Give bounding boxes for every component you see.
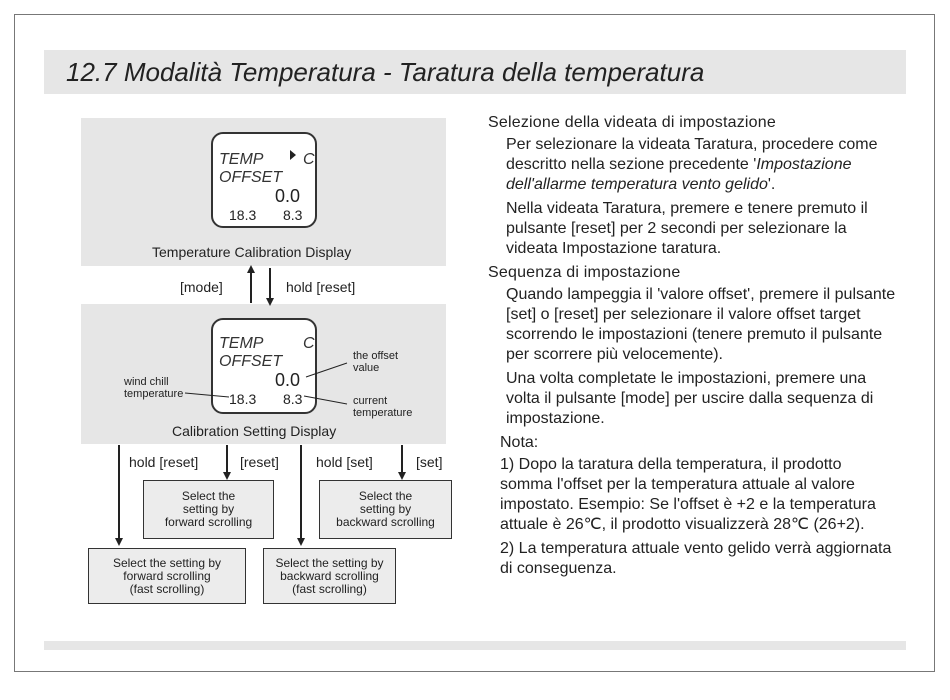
- offset-value-annotation: the offset value: [353, 350, 399, 374]
- forward-scroll-box: Select the setting by forward scrolling: [143, 480, 274, 539]
- reset-button-label: [reset]: [240, 454, 279, 470]
- backward-scroll-box: Select the setting by backward scrolling: [319, 480, 452, 539]
- lcd-offset-label: OFFSET: [219, 169, 283, 186]
- hold-set-button-label: hold [set]: [316, 454, 373, 470]
- lcd-value-right: 8.3: [283, 207, 303, 223]
- lcd-offset-value: 0.0: [275, 186, 301, 206]
- paragraph: Nella videata Taratura, premere e tenere premuto il pulsante [reset] per 2 secondi per selezionare la videata Impostazione taratura.: [506, 200, 868, 257]
- note-item: 1) Dopo la taratura della temperatura, il prodotto somma l'offset per la temperatura attuale al valore impostato. Esempio: Se l'offset è +2 e la temperatura attuale è 26℃, il prodotto visualizzerà 28℃ (26+2).: [500, 456, 876, 533]
- lcd-value-left: 18.3: [229, 207, 257, 223]
- mode-label: [mode]: [180, 279, 223, 295]
- lcd1-arrow-glyph: [290, 150, 296, 160]
- lcd-value-right: 8.3: [283, 391, 303, 407]
- lcd-temp-label: TEMP: [219, 151, 264, 168]
- set-button-label: [set]: [416, 454, 443, 470]
- paragraph: Per selezionare la videata Taratura, procedere come descritto nella sezione precedente 'Impostazione dell'allarme temperatura vento gelido'.: [506, 136, 878, 193]
- lcd-unit: C: [303, 151, 315, 168]
- note-heading: Nota:: [500, 434, 539, 451]
- display-caption: Temperature Calibration Display: [152, 244, 352, 260]
- wind-chill-leader: [185, 393, 229, 397]
- lcd-offset-value: 0.0: [275, 370, 301, 390]
- lcd-unit: C: [303, 335, 315, 352]
- page-title: 12.7 Modalità Temperatura - Taratura della temperatura: [66, 57, 705, 87]
- section-heading: Sequenza di impostazione: [488, 264, 681, 281]
- bottom-bar: [44, 641, 906, 650]
- section-heading: Selezione della videata di impostazione: [488, 114, 776, 131]
- note-item: 2) La temperatura attuale vento gelido verrà aggiornata di conseguenza.: [500, 540, 892, 577]
- lcd-value-left: 18.3: [229, 391, 257, 407]
- hold-reset-label: hold [reset]: [286, 279, 356, 295]
- lcd-offset-label: OFFSET: [219, 353, 283, 370]
- offset-value-leader: [306, 363, 347, 377]
- current-temperature-leader: [304, 396, 347, 404]
- paragraph: Una volta completate le impostazioni, premere una volta il pulsante [mode] per uscire dalla sequenza di impostazione.: [506, 370, 874, 427]
- instructions-column: [488, 113, 898, 583]
- backward-fast-scroll-box: Select the setting by backward scrolling (fast scrolling): [263, 548, 396, 604]
- wind-chill-annotation: wind chill temperature: [124, 376, 184, 400]
- forward-fast-scroll-box: Select the setting by forward scrolling (fast scrolling): [88, 548, 246, 604]
- display-caption: Calibration Setting Display: [172, 423, 337, 439]
- hold-reset-button-label: hold [reset]: [129, 454, 199, 470]
- lcd-temp-label: TEMP: [219, 335, 264, 352]
- paragraph: Quando lampeggia il 'valore offset', premere il pulsante [set] o [reset] per selezionare il valore offset target scorrendo le impostazioni (tenere premuto il pulsante per scorrere più velocemente).: [506, 286, 896, 363]
- current-temperature-annotation: current temperature: [353, 395, 413, 419]
